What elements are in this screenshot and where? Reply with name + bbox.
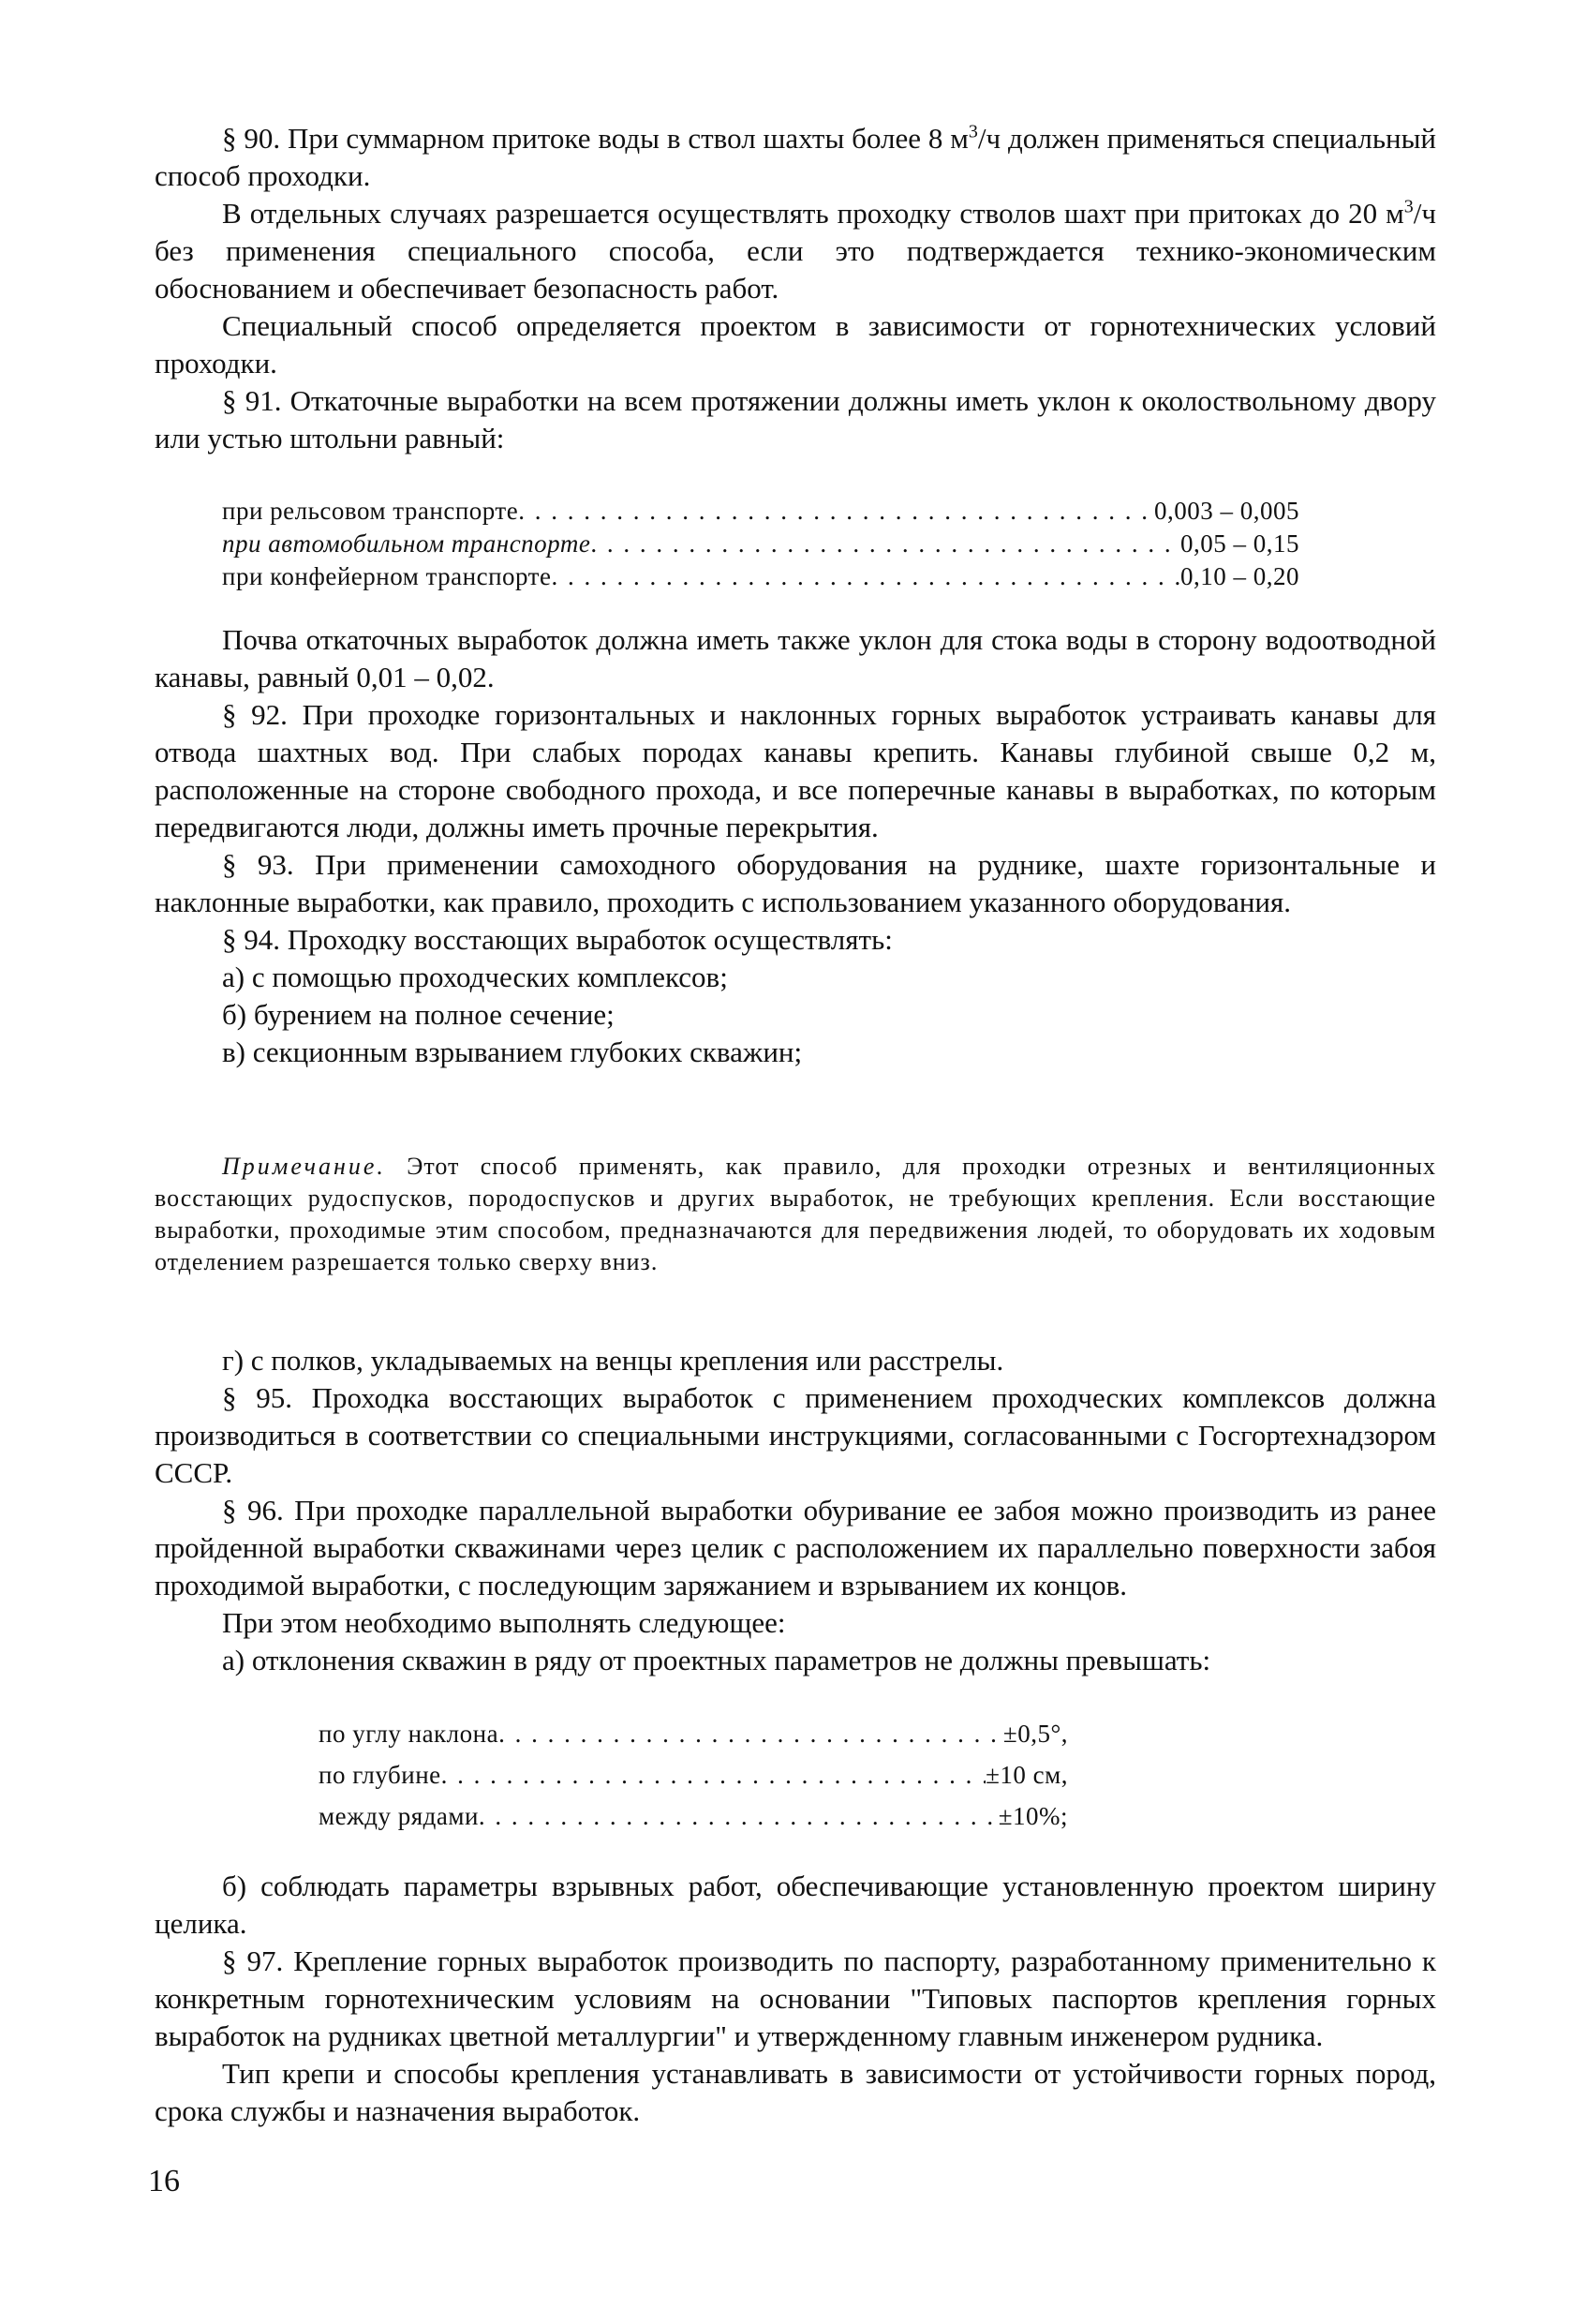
deviation-row: по глубине . . . ±10 см, <box>319 1759 1068 1792</box>
block-sections-91-94 <box>155 621 1436 1071</box>
slope-row: при автомобильном транспорте . . . 0,05 – 0,15 <box>222 528 1299 560</box>
paragraph-97-support: Тип крепи и способы крепления устанавливать в зависимости от устойчивости горных пород, срока службы и назначения выработок. <box>155 2057 1436 2127</box>
deviation-list <box>319 1718 1068 1833</box>
note-label: Примечание. <box>222 1153 386 1180</box>
paragraph-91: § 91. Откаточные выработки на всем протяжении должны иметь уклон к околоствольному двору или устью штольни равный: <box>155 384 1436 454</box>
paragraph-93: § 93. При применении самоходного оборудования на руднике, шахте горизонтальные и наклонные выработки, как правило, проходить с использованием указанного оборудования. <box>155 848 1436 918</box>
paragraph-92: § 92. При проходке горизонтальных и наклонных горных выработок устраивать канавы для отвода шахтных вод. При слабых породах канавы крепить. Канавы глубиной свыше 0,2 м, расположенные на стороне свободного прохода, и все поперечные канавы в выработках, по которым передвигаются люди, должны иметь прочные перекрытия. <box>155 698 1436 843</box>
paragraph-95: § 95. Проходка восстающих выработок с применением проходческих комплексов должна производиться в соответствии со специальными инструкциями, согласованными с Госгортехнадзором СССР. <box>155 1381 1436 1489</box>
list-item: а) отклонения скважин в ряду от проектных параметров не должны превышать: <box>222 1644 1211 1676</box>
list-item: в) секционным взрыванием глубоких скважин; <box>222 1035 803 1068</box>
paragraph-97: § 97. Крепление горных выработок производить по паспорту, разработанному применительно к конкретным горнотехническим условиям на основании "Типовых паспортов крепления горных выработок на рудниках цветной металлургии" и утвержденному главным инженером рудника. <box>155 1944 1436 2052</box>
deviation-row: по углу наклона . . . ±0,5°, <box>319 1718 1068 1750</box>
paragraph-96: § 96. При проходке параллельной выработки обуривание ее забоя можно производить из ранее пройденной выработки скважинами через целик с расположением их параллельно поверхности забоя проходимой выработки, с последующим заряжанием и взрыванием их концов. <box>155 1494 1436 1601</box>
paragraph-90-exceptions: В отдельных случаях разрешается осуществлять проходку стволов шахт при притоках до 20 $м^3/ч$ без применения специального способа, если это подтверждается технико-экономическим обоснованием и обеспечивает безопасность работ. <box>155 196 1436 305</box>
paragraph-94: § 94. Проходку восстающих выработок осуществлять: <box>222 923 893 956</box>
paragraph-90: § 90. При суммарном притоке воды в ствол шахты более 8 $м^3/ч$ должен применяться специальный способ проходки. <box>155 121 1436 192</box>
slope-row: при конфейерном транспорте . . . 0,10 – 0,20 <box>222 560 1299 593</box>
paragraph-96-b: б) соблюдать параметры взрывных работ, обеспечивающие установленную проектом ширину целика. <box>155 1870 1436 1940</box>
deviation-row: между рядами . . . ±10%; <box>319 1800 1068 1833</box>
block-sections-96-97 <box>155 1868 1436 2130</box>
paragraph-96-requirements: При этом необходимо выполнять следующее: <box>222 1606 786 1639</box>
slope-list <box>222 495 1299 593</box>
block-sections-90-91 <box>155 120 1436 457</box>
note-block <box>155 1151 1436 1278</box>
list-item: г) с полков, укладываемых на венцы крепления или расстрелы. <box>222 1344 1004 1377</box>
block-sections-94-96 <box>155 1342 1436 1679</box>
note-text: Этот способ применять, как правило, для проходки отрезных и вентиляционных восстающих рудоспусков, породоспусков и других выработок, не требующих крепления. Если восстающие выработки, проходимые этим способом, предназначаются для передвижения людей, то оборудовать их ходовым отделением разрешается только сверху вниз. <box>155 1153 1436 1275</box>
list-item: б) бурением на полное сечение; <box>222 998 615 1031</box>
paragraph-90-special-method: Специальный способ определяется проектом в зависимости от горнотехнических условий проходки. <box>155 309 1436 380</box>
page-number: 16 <box>148 2164 180 2198</box>
slope-row: при рельсовом транспорте . . . 0,003 – 0,005 <box>222 495 1299 528</box>
list-item: а) с помощью проходческих комплексов; <box>222 961 728 993</box>
paragraph-91-floor-slope: Почва откаточных выработок должна иметь также уклон для стока воды в сторону водоотводной канавы, равный 0,01 – 0,02. <box>155 623 1436 693</box>
